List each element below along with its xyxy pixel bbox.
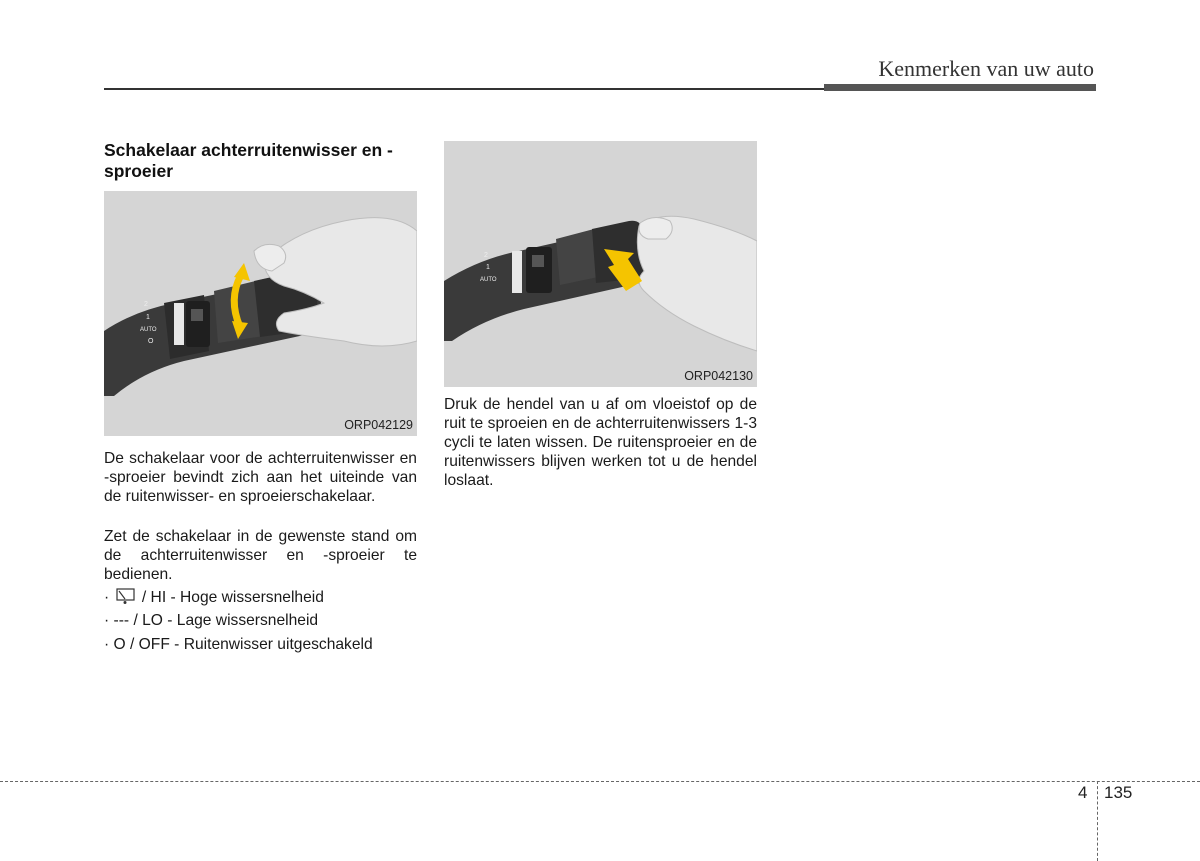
bullet-dot: ·	[104, 612, 110, 629]
page-number: 135	[1104, 783, 1133, 802]
list-item-hi	[104, 587, 324, 610]
list-item-lo	[104, 611, 318, 630]
paragraph-location: De schakelaar voor de achterruitenwisser en -sproeier bevindt zich aan het uiteinde van de ruitenwisser- en sproeierschakelaar.	[104, 450, 417, 505]
bullet-dot: ·	[104, 636, 110, 653]
footer-divider-vertical	[1097, 781, 1098, 861]
header-rule	[104, 88, 824, 90]
list-item-text: --- / LO - Lage wissersnelheid	[113, 612, 319, 629]
figure-rear-wiper-rotate	[104, 191, 417, 436]
rear-wiper-hi-icon	[116, 587, 136, 610]
bullet-dot: ·	[104, 589, 110, 606]
svg-text:AUTO: AUTO	[140, 327, 157, 333]
svg-text:2: 2	[484, 252, 488, 259]
svg-text:2: 2	[144, 301, 148, 308]
svg-text:O: O	[148, 338, 154, 345]
list-item-text: / HI - Hoge wissersnelheid	[141, 589, 324, 606]
header-rule-accent	[824, 84, 1096, 91]
svg-text:1: 1	[146, 314, 150, 321]
footer-divider	[0, 781, 1200, 782]
wiper-stalk-illustration	[104, 191, 417, 436]
paragraph-washer: Druk de hendel van u af om vloeistof op de ruit te sproeien en de achterruitenwissers 1-3 cycli te laten wissen. De ruitensproeier en de ruitenwissers blijven werken tot u de hendel loslaat.	[444, 396, 757, 489]
list-item-text: O / OFF - Ruitenwisser uitgeschakeld	[113, 636, 373, 653]
list-item-off	[104, 635, 373, 654]
wiper-stalk-push-illustration	[444, 141, 757, 387]
paragraph-operate: Zet de schakelaar in de gewenste stand om de achterruitenwisser en -sproeier te bedienen.	[104, 528, 417, 583]
figure-code: ORP042129	[344, 418, 413, 432]
chapter-number: 4	[1078, 783, 1088, 802]
svg-text:AUTO: AUTO	[480, 277, 497, 283]
section-heading: Schakelaar achterruitenwisser en -sproeier	[104, 140, 393, 181]
figure-code: ORP042130	[684, 369, 753, 383]
figure-rear-wiper-push	[444, 141, 757, 387]
chapter-title: Kenmerken van uw auto	[878, 56, 1094, 81]
svg-text:1: 1	[486, 264, 490, 271]
